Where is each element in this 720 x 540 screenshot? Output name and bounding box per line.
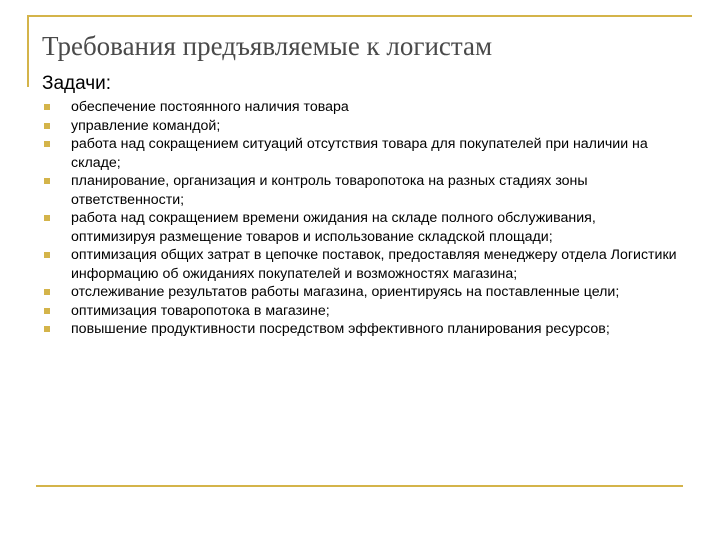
list-item — [42, 117, 682, 136]
list-item — [42, 98, 682, 117]
square-bullet-icon — [44, 141, 50, 147]
square-bullet-icon — [44, 308, 50, 314]
list-item-text: повышение продуктивности посредством эффективного планирования ресурсов; — [71, 321, 610, 337]
list-item — [42, 320, 682, 339]
list-item — [42, 246, 682, 283]
list-item — [42, 283, 682, 302]
list-item-text: обеспечение постоянного наличия товара — [71, 99, 349, 115]
square-bullet-icon — [44, 104, 50, 110]
square-bullet-icon — [44, 326, 50, 332]
list-item-text: отслеживание результатов работы магазина, ориентируясь на поставленные цели; — [71, 284, 620, 300]
left-accent-line — [27, 15, 29, 87]
task-list — [42, 98, 682, 339]
list-item-text: планирование, организация и контроль товаропотока на разных стадиях зоны ответственности; — [71, 173, 588, 208]
square-bullet-icon — [44, 123, 50, 129]
slide-title: Требования предъявляемые к логистам — [42, 31, 493, 61]
list-item — [42, 209, 682, 246]
square-bullet-icon — [44, 178, 50, 184]
square-bullet-icon — [44, 289, 50, 295]
list-item-text: управление командой; — [71, 117, 221, 134]
bottom-accent-line — [36, 485, 683, 487]
top-accent-line — [27, 15, 692, 17]
list-item — [42, 172, 682, 209]
section-heading: Задачи: — [42, 73, 112, 94]
list-item-text: работа над сокращением ситуаций отсутствия товара для покупателей при наличии на складе; — [71, 136, 648, 171]
square-bullet-icon — [44, 215, 50, 221]
square-bullet-icon — [44, 252, 50, 258]
list-item-text: оптимизация товаропотока в магазине; — [71, 302, 330, 319]
list-item-text: работа над сокращением времени ожидания на складе полного обслуживания, оптимизируя размещение товаров и использование складской площади; — [71, 210, 596, 245]
list-item — [42, 302, 682, 321]
list-item-text: оптимизация общих затрат в цепочке поставок, предоставляя менеджеру отдела Логистики информацию об ожиданиях покупателей и возможностях магазина; — [71, 247, 677, 282]
list-item — [42, 135, 682, 172]
